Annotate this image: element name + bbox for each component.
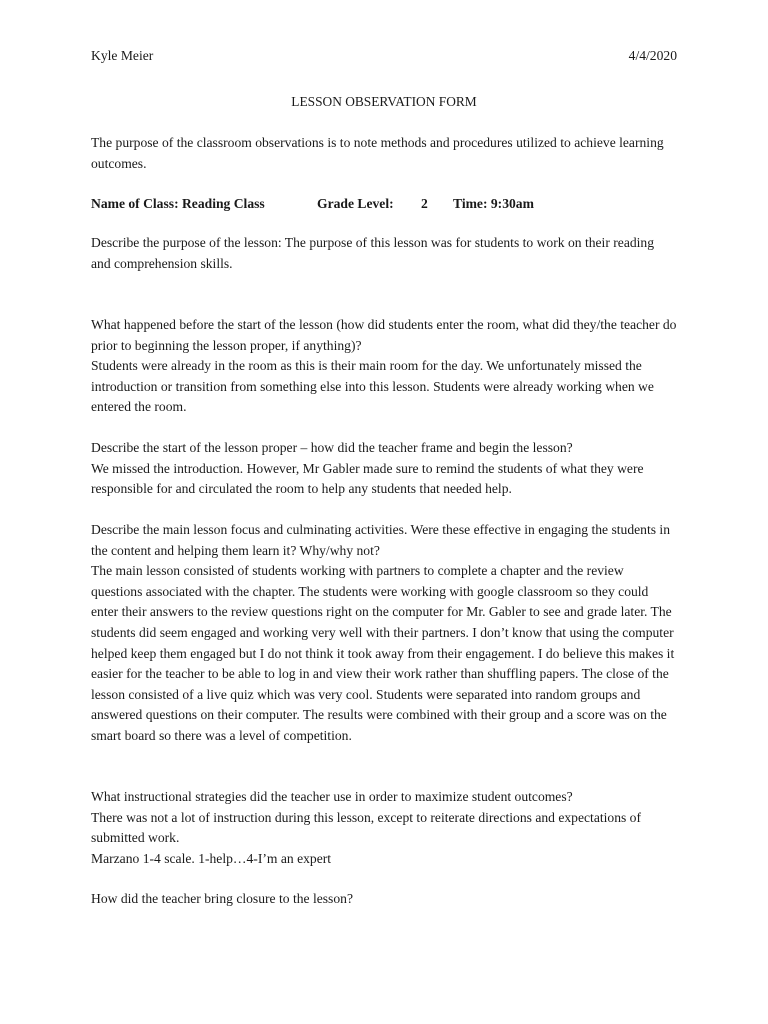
section-start-of-lesson (91, 438, 677, 500)
section-answer: There was not a lot of instruction during this lesson, except to reiterate directions and expectations of submitted work. (91, 809, 642, 846)
class-info-row (91, 194, 677, 216)
document-date: 4/4/2020 (628, 48, 677, 63)
section-question: How did the teacher bring closure to the lesson? (91, 891, 353, 906)
grade-level-label: Grade Level: (317, 196, 394, 211)
section-before-lesson (91, 315, 677, 418)
document-title: LESSON OBSERVATION FORM (291, 94, 477, 109)
intro-paragraph: The purpose of the classroom observations is to note methods and procedures utilized to achieve learning outcomes. (91, 135, 664, 171)
grade-level-value: 2 (421, 196, 428, 211)
class-name: Name of Class: Reading Class (91, 196, 265, 211)
section-closure (91, 889, 677, 910)
section-question: What instructional strategies did the teacher use in order to maximize student outcomes? (91, 789, 573, 804)
class-time: Time: 9:30am (453, 196, 534, 211)
section-answer: We missed the introduction. However, Mr Gabler made sure to remind the students of what they were responsible for and circulated the room to help any students that needed help. (91, 460, 644, 497)
section-instructional-strategies (91, 787, 677, 869)
purpose-paragraph: Describe the purpose of the lesson: The purpose of this lesson was for students to work on their reading and comprehension skills. (91, 235, 655, 271)
document-header (91, 46, 677, 67)
section-extra-note: Marzano 1-4 scale. 1-help…4-I’m an expert (91, 850, 332, 866)
section-question: What happened before the start of the lesson (how did students enter the room, what did they/the teacher do prior to beginning the lesson proper, if anything)? (91, 317, 677, 353)
section-answer: The main lesson consisted of students working with partners to complete a chapter and the review questions associated with the chapter. The students were working with google classroom so they could enter their answers to the review questions right on the computer for Mr. Gabler to see and grade later. The students did seem engaged and working very well with their partners. I don’t know that using the computer helped keep them engaged but I do not think it took away from their engagement. I do believe this makes it easier for the teacher to be able to log in and view their work rather than shuffling papers. The close of the lesson consisted of a live quiz which was very cool. Students were separated into random groups and answered questions on their computer. The results were combined with their group and a score was on the smart board so there was a level of competition. (91, 563, 675, 743)
section-question: Describe the start of the lesson proper – how did the teacher frame and begin the lesson? (91, 440, 573, 455)
section-main-lesson (91, 520, 677, 747)
section-question: Describe the main lesson focus and culminating activities. Were these effective in engaging the students in the content and helping them learn it? Why/why not? (91, 522, 670, 558)
author-name: Kyle Meier (91, 48, 154, 63)
section-answer: Students were already in the room as this is their main room for the day. We unfortunately missed the introduction or transition from something else into this lesson. Students were already working when we entered the room. (91, 358, 654, 415)
